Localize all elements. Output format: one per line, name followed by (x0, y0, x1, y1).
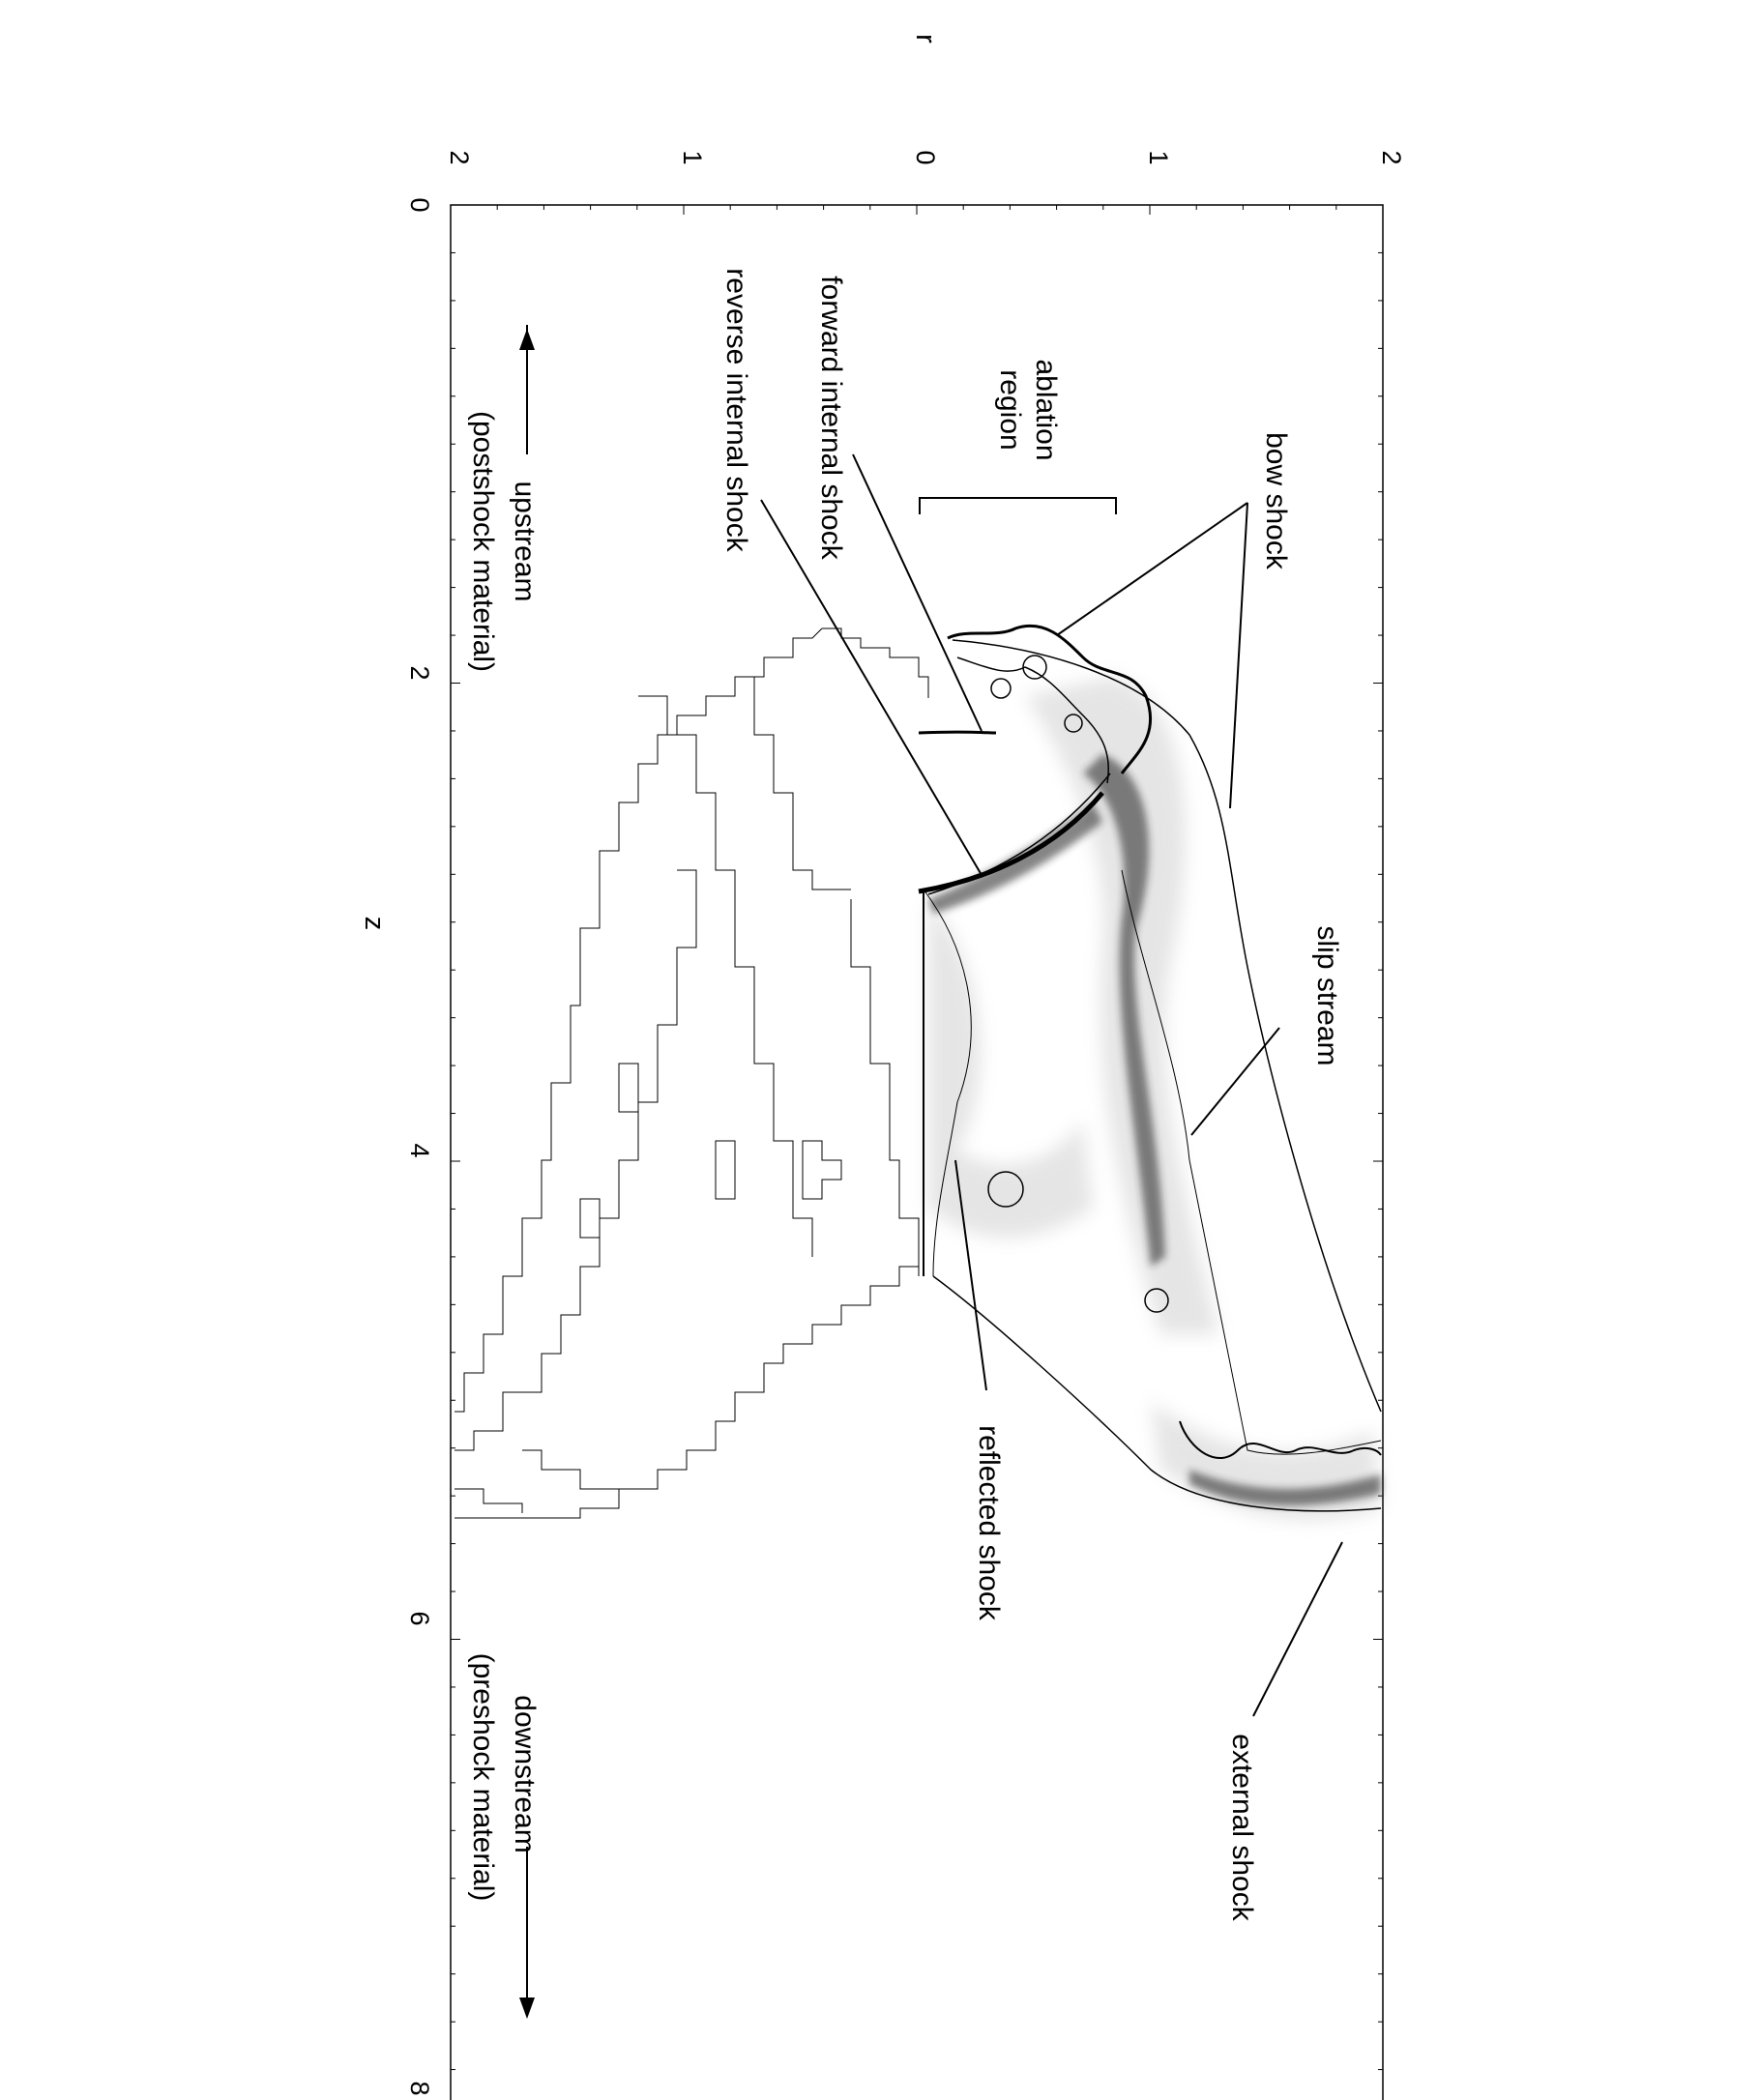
annotation-labels (467, 268, 1343, 1921)
r-tick-label: 1 (678, 150, 707, 165)
label-ablation-region: region (994, 369, 1026, 451)
z-tick-label: 4 (405, 1143, 434, 1158)
label-forward-internal-shock: forward internal shock (815, 276, 847, 560)
amr-grid-boundaries (455, 628, 928, 1518)
label-slip-stream: slip stream (1311, 925, 1343, 1066)
label-bow-shock: bow shock (1260, 432, 1292, 569)
z-tick-label: 6 (405, 1611, 434, 1626)
r-axis (445, 34, 1406, 164)
label-external-shock: external shock (1226, 1734, 1258, 1921)
z-tick-label: 0 (405, 197, 434, 213)
r-tick-label: 0 (911, 150, 940, 165)
label-downstream: downstream (509, 1695, 541, 1853)
r-tick-label: 1 (1144, 150, 1173, 165)
label-upstream: upstream (509, 481, 541, 602)
label-reflected-shock: reflected shock (973, 1425, 1005, 1620)
r-axis-label: r (910, 34, 941, 44)
z-tick-label: 8 (405, 2081, 434, 2096)
label-postshock-material: (postshock material) (467, 410, 499, 673)
label-ablation: ablation (1030, 359, 1062, 461)
label-reverse-internal-shock: reverse internal shock (720, 268, 752, 552)
r-tick-label: 2 (445, 150, 474, 165)
z-axis (359, 197, 434, 2095)
density-shading (928, 677, 1381, 1520)
r-tick-label: 2 (1377, 150, 1406, 165)
z-axis-label: z (359, 916, 390, 931)
z-tick-label: 2 (405, 665, 434, 681)
label-preshock-material: (preshock material) (467, 1652, 499, 1902)
